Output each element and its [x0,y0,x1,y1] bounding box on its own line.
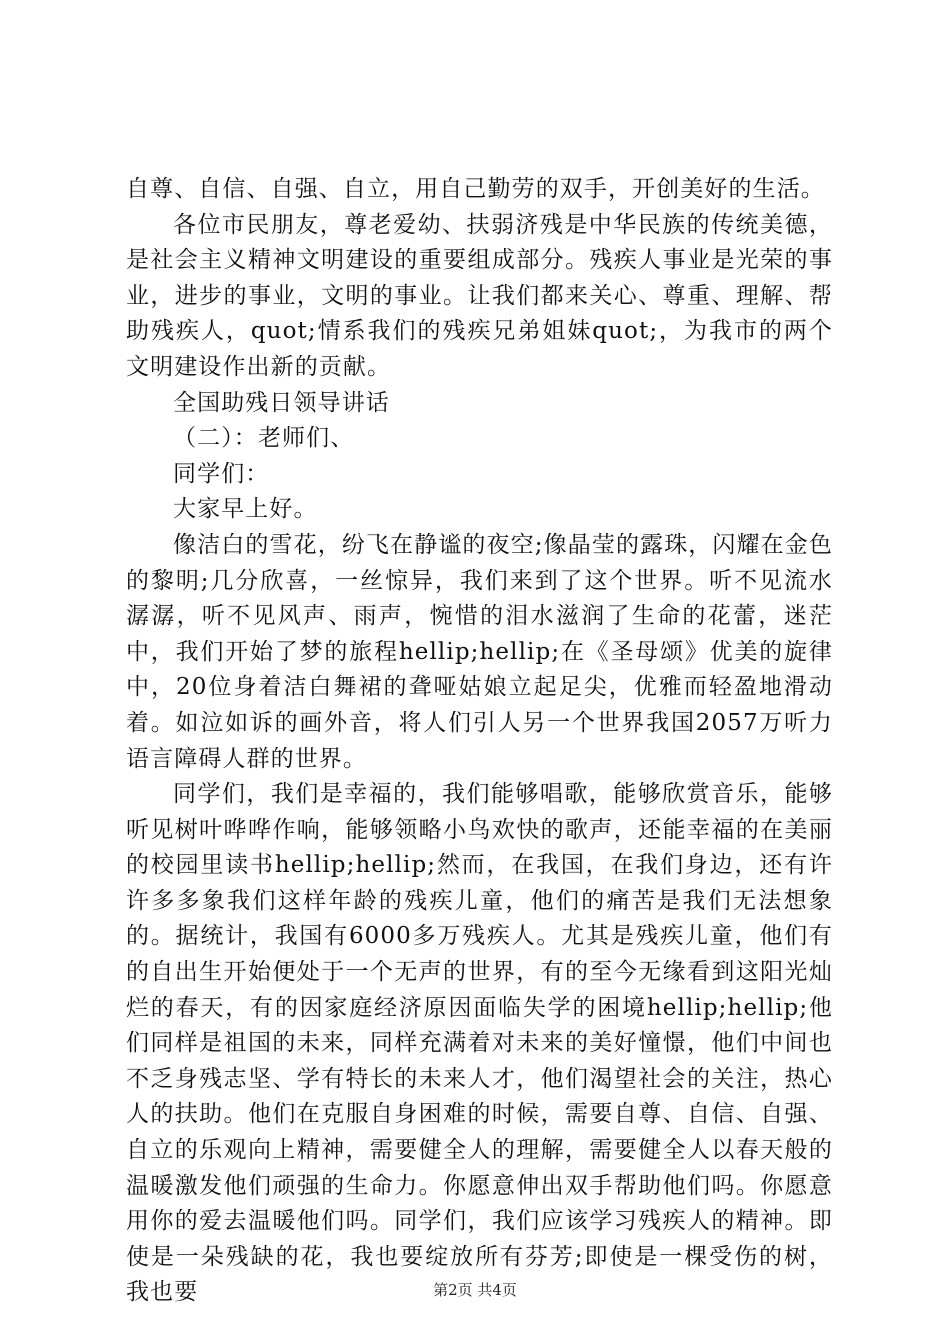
page-number-footer: 第2页 共4页 [433,1281,517,1299]
greeting: 大家早上好。 [173,496,318,523]
speech-title: 全国助残日领导讲话 [173,389,390,416]
salutation-teachers: （二）：老师们、 [173,425,355,452]
salutation-students: 同学们： [173,460,270,487]
paragraph-students: 同学们，我们是幸福的，我们能够唱歌，能够欣赏音乐，能够听见树叶哗哗作响，能够领略小鸟欢快的歌声，还能幸福的在美丽的校园里读书hellip;hellip;然而，在我国，在我们身边，还有许许多多象我们这样年龄的残疾儿童，他们的痛苦是我们无法想象的。据统计，我国有6000多万残疾人。尤其是残疾儿童，他们有的自出生开始便处于一个无声的世界，有的至今无缘看到这阳光灿烂的春天，有的因家庭经济原因面临失学的困境hellip;hellip;他们同样是祖国的未来，同样充满着对未来的美好憧憬，他们中间也不乏身残志坚、学有特长的未来人才，他们渴望社会的关注，热心人的扶助。他们在克服自身困难的时候，需要自尊、自信、自强、自立的乐观向上精神，需要健全人的理解，需要健全人以春天般的温暖激发他们顽强的生命力。你愿意伸出双手帮助他们吗。你愿意用你的爱去温暖他们吗。同学们，我们应该学习残疾人的精神。即使是一朵残缺的花，我也要绽放所有芬芳;即使是一棵受伤的树，我也要 [126,781,833,1306]
paragraph-snowflake: 像洁白的雪花，纷飞在静谧的夜空;像晶莹的露珠，闪耀在金色的黎明;几分欣喜，一丝惊异，我们来到了这个世界。听不见流水潺潺，听不见风声、雨声，惋惜的泪水滋润了生命的花蕾，迷茫中，我们开始了梦的旅程hellip;hellip;在《圣母颂》优美的旋律中，20位身着洁白舞裙的聋哑姑娘立起足尖，优雅而轻盈地滑动着。如泣如诉的画外音，将人们引人另一个世界我国2057万听力语言障碍人群的世界。 [126,531,833,772]
paragraph-2: 各位市民朋友，尊老爱幼、扶弱济残是中华民族的传统美德，是社会主义精神文明建设的重要组成部分。残疾人事业是光荣的事业，进步的事业，文明的事业。让我们都来关心、尊重、理解、帮助残疾人，quot;情系我们的残疾兄弟姐妹quot;，为我市的两个文明建设作出新的贡献。 [126,211,833,380]
document-body [126,172,833,1311]
paragraph-1: 自尊、自信、自强、自立，用自己勤劳的双手，开创美好的生活。 [126,176,825,202]
